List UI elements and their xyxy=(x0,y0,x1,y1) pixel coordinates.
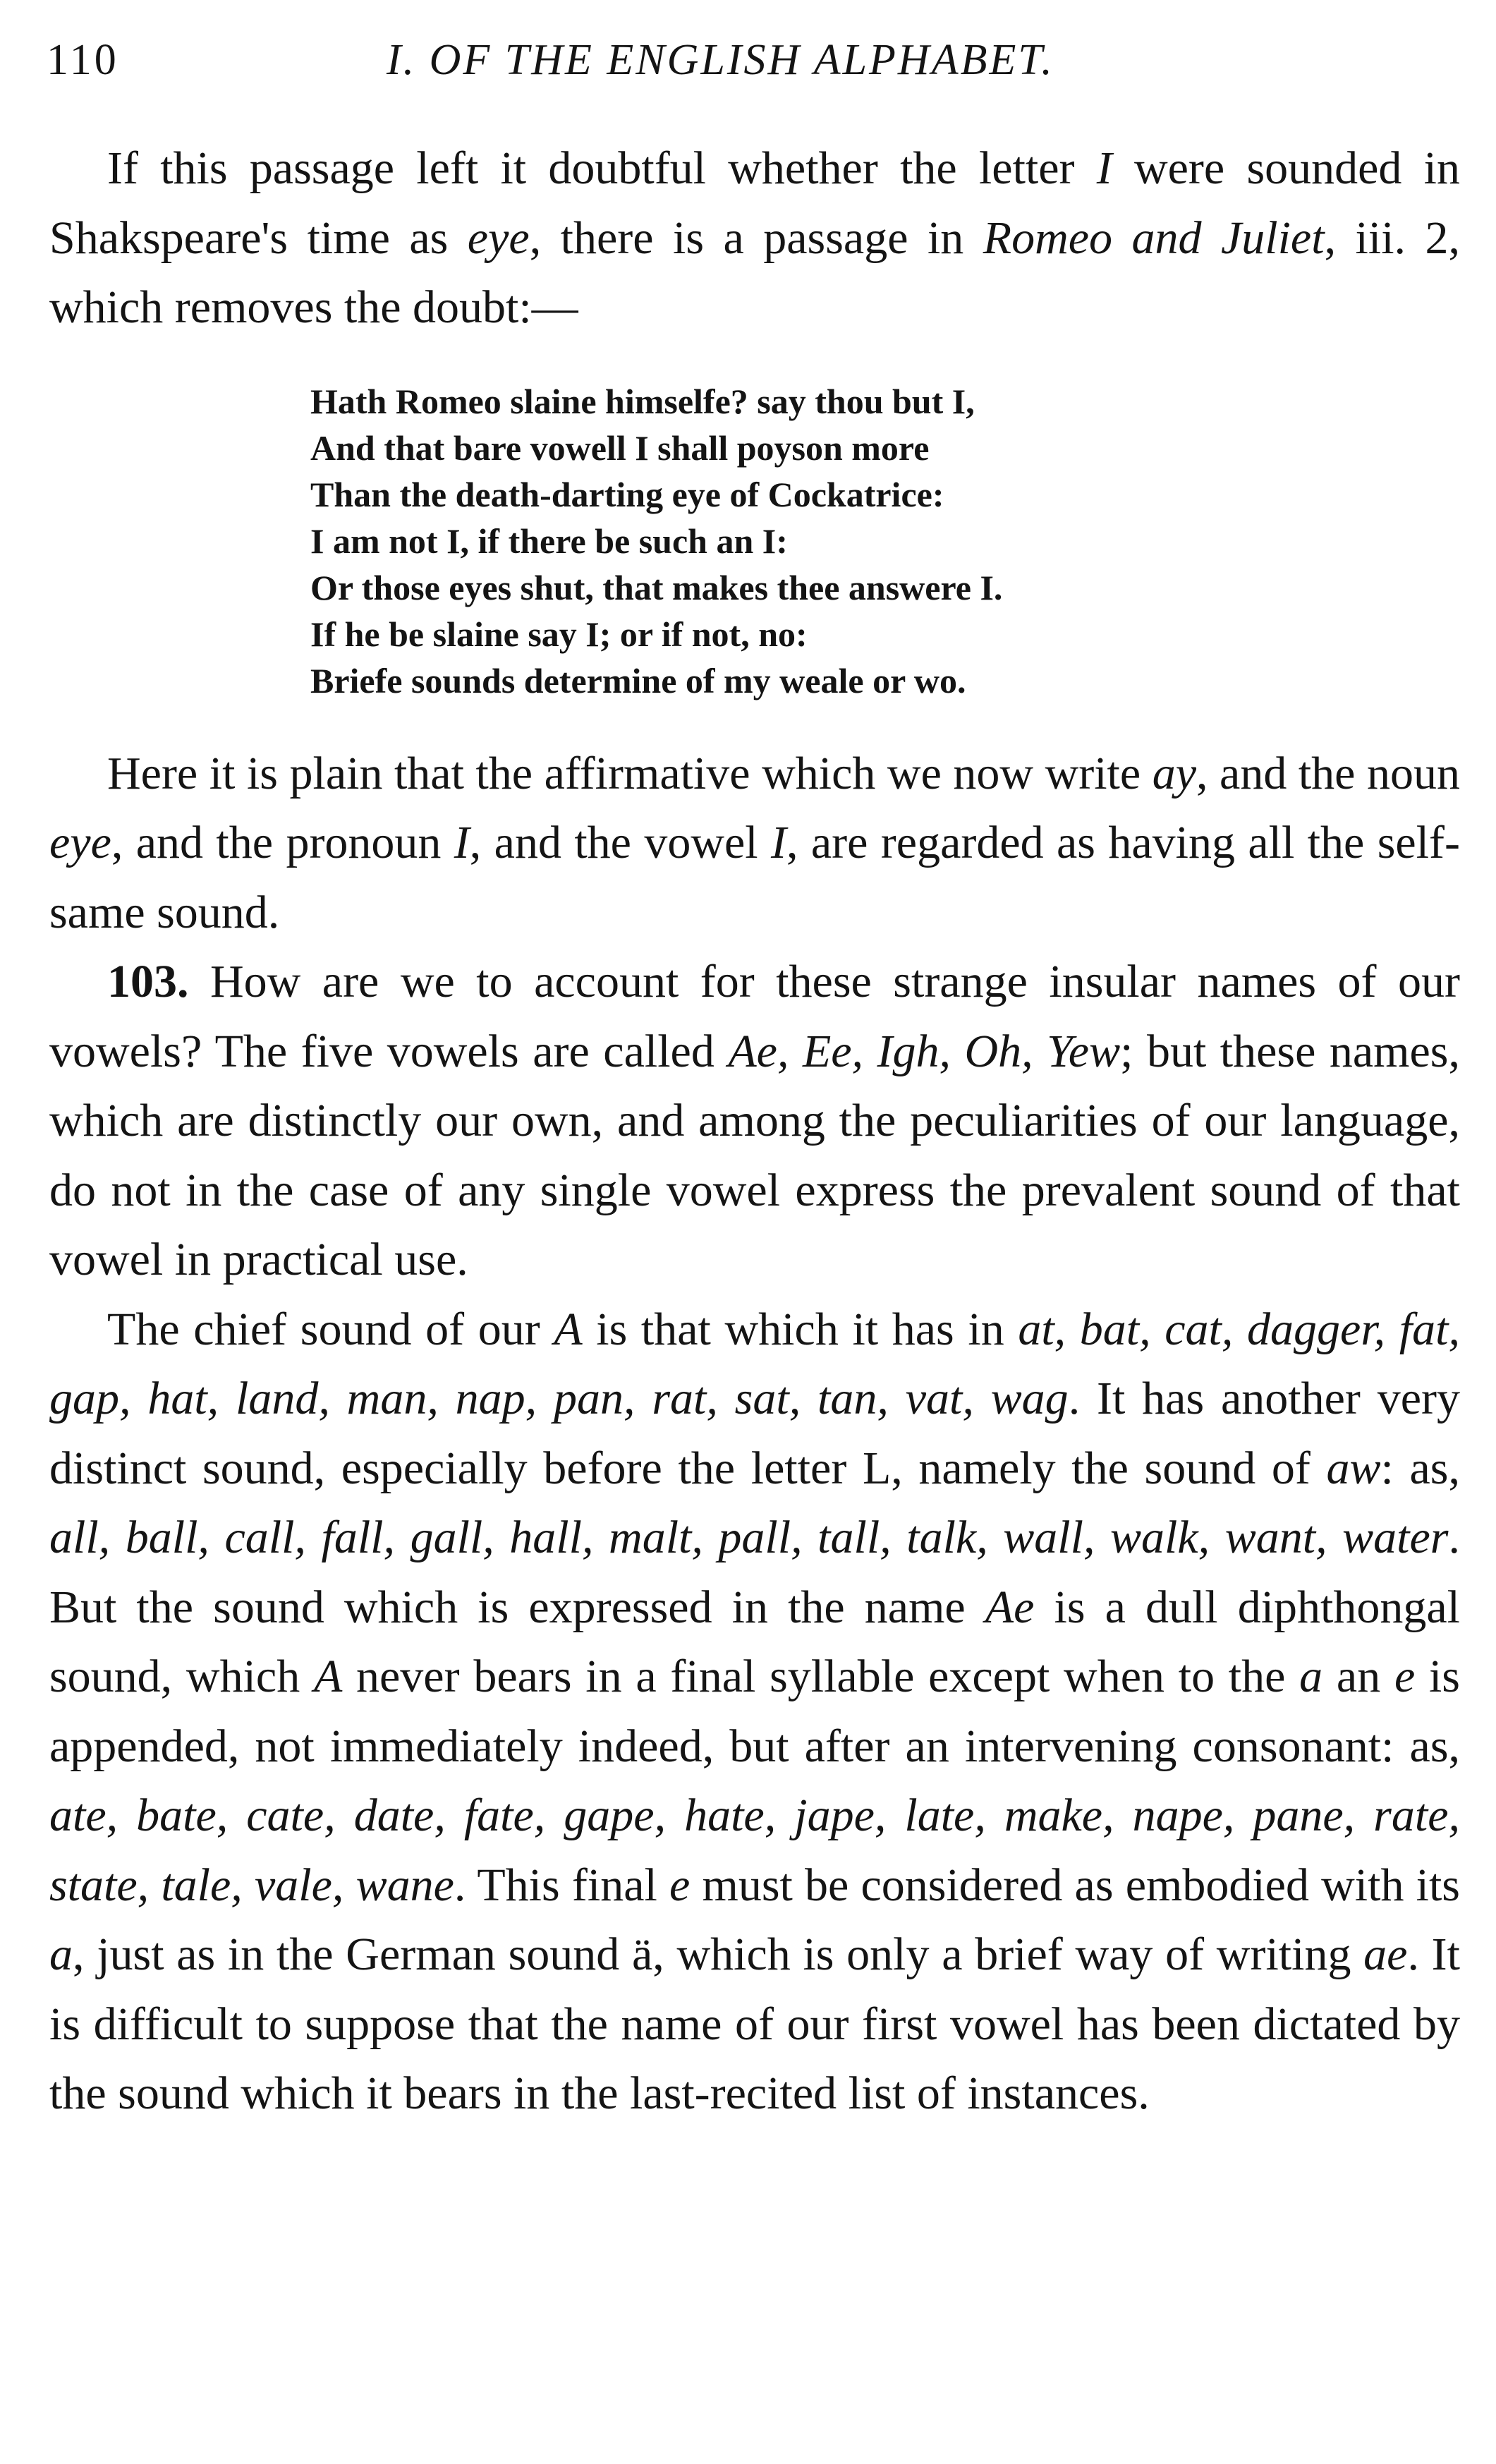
verse-line: Hath Romeo slaine himselfe? say thou but I, xyxy=(310,381,975,421)
paragraph-section-103 xyxy=(49,947,1460,1295)
text-run: is that which it has in xyxy=(582,1303,1018,1355)
text-run: How are we to account for these strange insular names of our vowels? The five vowels are called xyxy=(49,956,1460,1077)
text-run: Here it is plain that the affirmative which we now write xyxy=(107,747,1153,799)
text-run: , and the pronoun xyxy=(111,817,454,868)
text-run: . But the sound which is expressed in the name xyxy=(49,1512,1460,1633)
italic-run: a xyxy=(49,1929,73,1980)
italic-run: Romeo and Juliet xyxy=(983,212,1325,264)
italic-run: eye xyxy=(467,212,530,264)
text-run: , and the vowel xyxy=(469,817,771,868)
paragraph-affirmative xyxy=(49,739,1460,948)
text-run: . This final xyxy=(454,1859,670,1911)
text-run: The chief sound of our xyxy=(107,1303,554,1355)
text-run: , and the noun xyxy=(1196,747,1460,799)
text-run: an xyxy=(1322,1651,1394,1702)
verse-quotation xyxy=(310,378,1298,704)
italic-run: all, ball, call, fall, gall, hall, malt, pall, tall, talk, wall, walk, want, water xyxy=(49,1512,1449,1563)
italic-run: ate, bate, cate, date, fate, gape, hate, jape, late, make, nape, pane, rate, state, tale, vale, wane xyxy=(49,1790,1460,1911)
italic-run: eye xyxy=(49,817,111,868)
italic-run: ae xyxy=(1363,1929,1408,1980)
italic-run: at, bat, cat, dagger, fat, gap, hat, land, man, nap, pan, rat, sat, tan, vat, wag xyxy=(49,1303,1460,1424)
italic-run: I xyxy=(454,817,470,868)
italic-run: A xyxy=(554,1303,583,1355)
text-run: must be considered as embodied with its xyxy=(690,1859,1460,1911)
paragraph-shakespeare-passage xyxy=(49,134,1460,343)
verse-line: Than the death-darting eye of Cockatrice: xyxy=(310,474,944,514)
text-run: If this passage left it doubtful whether the letter xyxy=(107,142,1097,194)
text-run: . It has another very distinct sound, especially before the letter L, namely the sound of xyxy=(49,1373,1460,1494)
italic-run: e xyxy=(1394,1651,1416,1702)
italic-run: e xyxy=(669,1859,691,1911)
text-run: were sounded in Shakspeare's time as xyxy=(49,142,1460,264)
text-run: , iii. 2, which removes the doubt:— xyxy=(49,212,1460,333)
italic-run: aw xyxy=(1326,1442,1381,1494)
section-number: 103. xyxy=(107,956,189,1007)
text-run: , there is a passage in xyxy=(529,212,983,264)
text-run: , are regarded as having all the self-same sound. xyxy=(49,817,1460,938)
verse-line: I am not I, if there be such an I: xyxy=(310,521,788,561)
running-head xyxy=(41,28,1452,92)
italic-run: ay xyxy=(1152,747,1196,799)
italic-run: A xyxy=(313,1651,343,1702)
paragraph-sound-of-a xyxy=(49,1295,1460,2129)
running-title: I. OF THE ENGLISH ALPHABET. xyxy=(387,36,1054,84)
page-number: 110 xyxy=(47,36,119,84)
text-run: is appended, not immediately indeed, but after an intervening consonant: as, xyxy=(49,1651,1460,1772)
text-run: , just as in the German sound ä, which is only a brief way of writing xyxy=(73,1929,1364,1980)
verse-line: And that bare vowell I shall poyson more xyxy=(310,427,930,468)
text-run: . It is difficult to suppose that the name of our first vowel has been dictated by the sound which it bears in the last-recited list of instances. xyxy=(49,1929,1460,2119)
text-run: never bears in a final syllable except when to the xyxy=(342,1651,1300,1702)
text-run: is a dull diphthongal sound, which xyxy=(49,1581,1460,1702)
italic-run: Ae xyxy=(985,1581,1035,1633)
verse-line: Or those eyes shut, that makes thee answere I. xyxy=(310,567,1003,607)
italic-run: I xyxy=(771,817,786,868)
verse-line: If he be slaine say I; or if not, no: xyxy=(310,614,808,654)
text-run: : as, xyxy=(1380,1442,1460,1494)
italic-run: I xyxy=(1096,142,1112,194)
italic-run: a xyxy=(1299,1651,1323,1702)
text-run: ; but these names, which are distinctly our own, and among the peculiarities of our language, do not in the case of any single vowel express the prevalent sound of that vowel in practical use. xyxy=(49,1025,1460,1285)
italic-run: Ae, Ee, Igh, Oh, Yew xyxy=(728,1025,1121,1077)
verse-line: Briefe sounds determine of my weale or wo. xyxy=(310,660,966,700)
page-body xyxy=(49,134,1460,2129)
